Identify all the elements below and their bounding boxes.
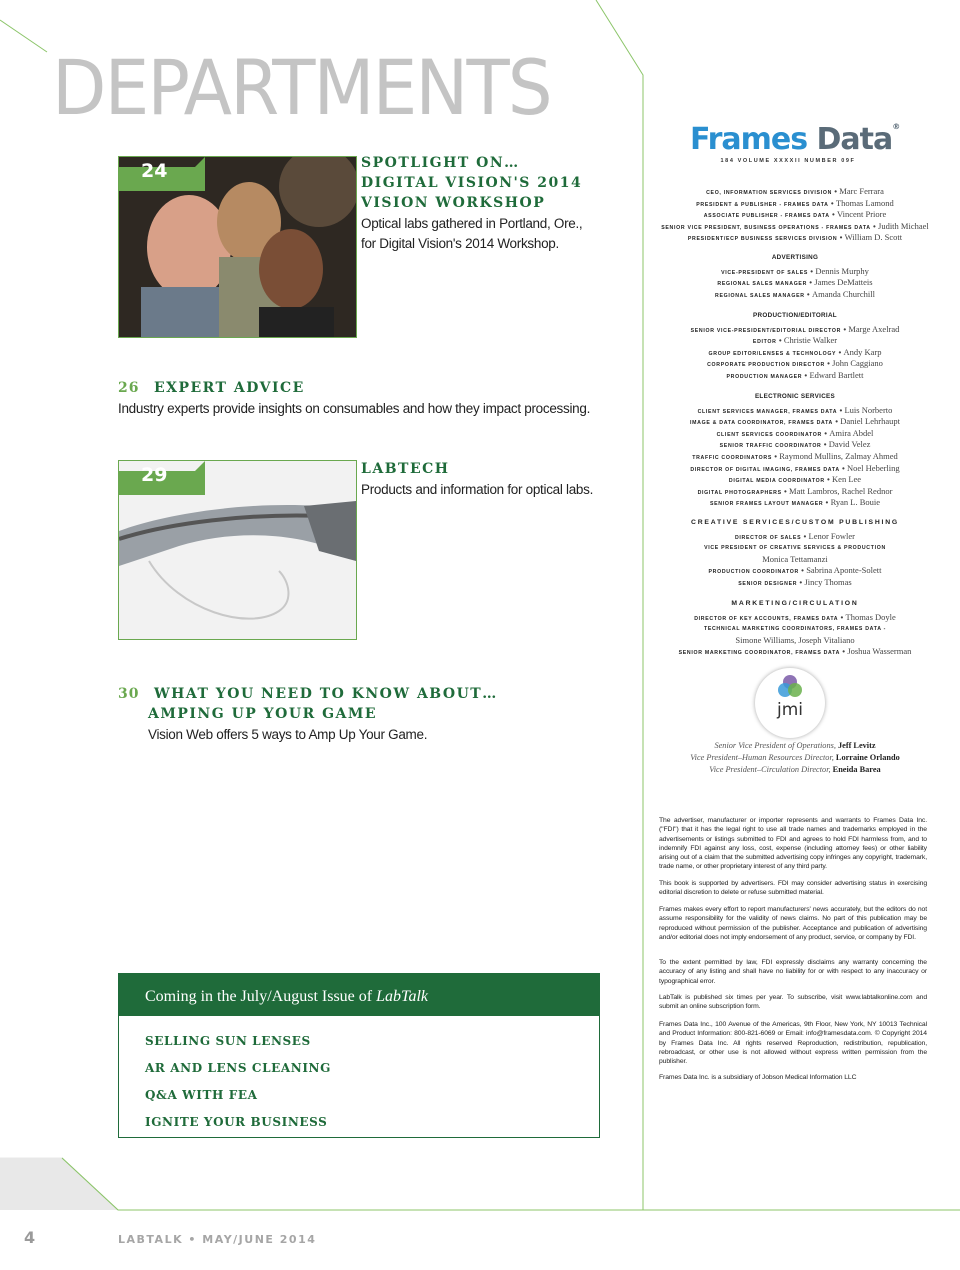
staff-name: Marc Ferrara [839, 186, 884, 196]
staff-role: VICE PRESIDENT OF CREATIVE SERVICES & PRODUCTION [704, 545, 886, 552]
spotlight-heading[interactable]: SPOTLIGHT ON… DIGITAL VISION'S 2014 VISION WORKSHOP [361, 155, 583, 211]
staff-name: Ryan L. Bouie [830, 497, 881, 508]
masthead-staff-line: PRESIDENT/ECP BUSINESS SERVICES DIVISION • William D. Scott [687, 232, 903, 243]
page-number: 4 [24, 1228, 36, 1247]
staff-name: David Velez [828, 439, 871, 450]
masthead-staff-line: SENIOR MARKETING COORDINATOR, FRAMES DATA • Joshua Wasserman [678, 646, 912, 657]
staff-name: Thomas Doyle [845, 611, 896, 622]
masthead-staff-line: SENIOR FRAMES LAYOUT MANAGER • Ryan L. Bouie [709, 497, 881, 508]
labtech-heading[interactable]: LABTECH [361, 461, 450, 477]
staff-name: Christie Walker [783, 335, 838, 346]
frames-data-logo: Frames Data® [690, 122, 900, 157]
staff-name: Vincent Priore [836, 209, 887, 220]
masthead-staff-line: SENIOR VICE-PRESIDENT/EDITORIAL DIRECTOR • Marge Axelrad [690, 323, 900, 334]
expert-advice-description: Industry experts provide insights on consumables and how they impact processing. [118, 401, 591, 416]
workshop-photo [118, 156, 357, 338]
labtech-description: Products and information for optical labs. [361, 482, 594, 497]
masthead-staff-line: DIRECTOR OF KEY ACCOUNTS, FRAMES DATA • Thomas Doyle [694, 611, 896, 622]
jmi-logo: jmi [755, 668, 825, 738]
masthead-staff-line [645, 623, 945, 632]
masthead-staff-line: PRODUCTION MANAGER • Edward Bartlett [726, 370, 864, 380]
coming-title: Coming in the July/August Issue of LabTalk [119, 974, 599, 1016]
staff-name: Jincy Thomas [804, 577, 852, 587]
masthead-staff-line: PRODUCTION COORDINATOR • Sabrina Aponte-Solett [708, 565, 882, 576]
staff-role: PRODUCTION MANAGER [726, 374, 803, 380]
staff-name: James DeMatteis [814, 277, 873, 288]
masthead-staff-line: CLIENT SERVICES COORDINATOR • Amira Abdel [716, 427, 874, 438]
staff-role: PRODUCTION COORDINATOR [708, 569, 799, 576]
staff-role: IMAGE & DATA COORDINATOR, FRAMES DATA [690, 420, 834, 427]
coming-item: IGNITE YOUR BUSINESS [145, 1115, 328, 1129]
staff-role: REGIONAL SALES MANAGER [715, 292, 805, 299]
page-badge-29: 29 [119, 461, 205, 495]
staff-role: CEO, INFORMATION SERVICES DIVISION [706, 190, 833, 196]
staff-name: Sabrina Aponte-Solett [806, 565, 882, 576]
staff-role: CLIENT SERVICES COORDINATOR [716, 431, 822, 438]
coming-item: AR AND LENS CLEANING [145, 1061, 331, 1075]
staff-role: DIGITAL PHOTOGRAPHERS [697, 489, 782, 496]
staff-role: SENIOR DESIGNER [738, 581, 798, 587]
masthead-staff-line: DIRECTOR OF SALES • Lenor Fowler [734, 530, 856, 541]
masthead-staff-line: REGIONAL SALES MANAGER • James DeMatteis [717, 277, 873, 288]
volume-line: 184 VOLUME XXXXII NUMBER 09F [720, 158, 856, 164]
masthead-staff-line: PRESIDENT & PUBLISHER - FRAMES DATA • Thomas Lamond [696, 197, 894, 208]
staff-name: Luis Norberto [844, 404, 893, 415]
masthead-staff-line: DIGITAL MEDIA COORDINATOR • Ken Lee [728, 474, 862, 485]
staff-name: Joshua Wasserman [847, 646, 912, 657]
masthead-staff-line: REGIONAL SALES MANAGER • Amanda Churchill [715, 288, 875, 299]
staff-role: SENIOR TRAFFIC COORDINATOR [719, 443, 822, 450]
masthead-staff-line: TRAFFIC COORDINATORS • Raymond Mullins, Zalmay Ahmed [692, 451, 898, 461]
masthead-section-heading: ADVERTISING [771, 254, 819, 261]
staff-role: GROUP EDITOR/LENSES & TECHNOLOGY [708, 350, 837, 357]
staff-role: REGIONAL SALES MANAGER [717, 281, 808, 288]
staff-role: SENIOR VICE PRESIDENT, BUSINESS OPERATIONS - FRAMES DATA [661, 224, 871, 231]
coming-item: Q&A WITH FEA [145, 1088, 258, 1102]
staff-role: SENIOR MARKETING COORDINATOR, FRAMES DATA [678, 650, 841, 657]
masthead-staff-line: VICE-PRESIDENT OF SALES • Dennis Murphy [721, 265, 869, 276]
staff-role: TECHNICAL MARKETING COORDINATORS, FRAMES DATA - [703, 626, 887, 633]
staff-role: PRESIDENT/ECP BUSINESS SERVICES DIVISION [687, 236, 838, 243]
masthead-section-heading: ELECTRONIC SERVICES [754, 393, 836, 400]
legal-paragraph: To the extent permitted by law, FDI expressly disclaims any warranty concerning the accuracy of any listing and shall have no liability for or with respect to any inaccuracy or typographical error. [659, 959, 927, 985]
amping-up-heading[interactable]: 30 WHAT YOU NEED TO KNOW ABOUT… AMPING UP YOUR GAME [118, 686, 498, 722]
staff-name: Daniel Lehrhaupt [840, 416, 900, 427]
masthead-staff-line: GROUP EDITOR/LENSES & TECHNOLOGY • Andy Karp [708, 346, 882, 357]
legal-paragraph: Frames makes every effort to report manufacturers' news accurately, but the editors do not assume responsibility for the validity of news claims. No part of this publication may be reproduced without permission of the publisher. Acceptance and publication of advertising and/or editorial does not imply endorsement of any product, service, or company by FDI. [659, 906, 927, 941]
masthead-staff-line [645, 635, 945, 645]
masthead-section-heading: MARKETING/CIRCULATION [731, 600, 859, 607]
staff-name: Marge Axelrad [848, 323, 900, 334]
masthead-staff-line: SENIOR TRAFFIC COORDINATOR • David Velez [719, 439, 871, 450]
staff-name: John Caggiano [832, 358, 883, 369]
staff-role: CORPORATE PRODUCTION DIRECTOR [707, 362, 825, 369]
masthead-staff-line: CLIENT SERVICES MANAGER, FRAMES DATA • Luis Norberto [697, 404, 893, 415]
masthead-staff-line: SENIOR DESIGNER • Jincy Thomas [738, 577, 852, 587]
legal-paragraph: This book is supported by advertisers. FDI may consider advertising status in exercising editorial discretion to delete or refuse submitted material. [659, 880, 927, 897]
staff-name: Thomas Lamond [835, 197, 894, 208]
masthead-staff-line: CORPORATE PRODUCTION DIRECTOR • John Caggiano [707, 358, 883, 369]
staff-name: Amira Abdel [829, 427, 874, 438]
staff-role: EDITOR [752, 339, 777, 346]
staff-role: TRAFFIC COORDINATORS [692, 455, 773, 461]
staff-name: Andy Karp [843, 346, 882, 357]
staff-role: SENIOR FRAMES LAYOUT MANAGER [709, 501, 824, 508]
masthead-staff-line: IMAGE & DATA COORDINATOR, FRAMES DATA • Daniel Lehrhaupt [690, 416, 900, 427]
masthead-section-heading: CREATIVE SERVICES/CUSTOM PUBLISHING [690, 519, 900, 526]
coming-next-issue-box [118, 973, 600, 1138]
masthead-staff-line: CEO, INFORMATION SERVICES DIVISION • Marc Ferrara [706, 186, 884, 196]
footer-issue-label: LABTALK • MAY/JUNE 2014 [118, 1233, 317, 1246]
staff-role: PRESIDENT & PUBLISHER - FRAMES DATA [696, 201, 829, 208]
jmi-exec-line: Vice President–Human Resources Director, Lorraine Orlando [690, 753, 900, 762]
masthead-staff-line: DIRECTOR OF DIGITAL IMAGING, FRAMES DATA • Noel Heberling [690, 462, 900, 473]
staff-name: Amanda Churchill [811, 288, 875, 299]
legal-paragraph: The advertiser, manufacturer or importer represents and warrants to Frames Data Inc. ("FDI") that it has the legal right to use all trade names and trademarks employed in the advertisements or listings submitted to FDI and agrees to hold FDI harmless from, and to indemnify FDI against any loss, cost, expense (including attorney fees) or other liability arising out of a claim that the submitted advertising copy infringes any copyright, trademark, trade name, or other proprietary interest of any third party. [659, 817, 927, 871]
legal-paragraph: Frames Data Inc. is a subsidiary of Jobson Medical Information LLC [659, 1074, 857, 1081]
staff-name: William D. Scott [844, 232, 903, 243]
masthead-section-heading: PRODUCTION/EDITORIAL [753, 312, 837, 319]
masthead-staff-line: EDITOR • Christie Walker [752, 335, 838, 346]
staff-role: VICE-PRESIDENT OF SALES [721, 269, 809, 276]
staff-name: Raymond Mullins, Zalmay Ahmed [779, 451, 898, 461]
masthead-staff-line [645, 542, 945, 551]
staff-name: Lenor Fowler [808, 530, 856, 541]
labtech-photo [118, 460, 357, 640]
staff-role: CLIENT SERVICES MANAGER, FRAMES DATA [697, 408, 838, 415]
staff-name: Monica Tettamanzi [762, 553, 828, 564]
staff-role: SENIOR VICE-PRESIDENT/EDITORIAL DIRECTOR [690, 327, 842, 334]
masthead-staff-line: SENIOR VICE PRESIDENT, BUSINESS OPERATIONS - FRAMES DATA • Judith Michael [661, 220, 929, 231]
staff-name: Simone Williams, Joseph Vitaliano [735, 634, 855, 645]
staff-name: Dennis Murphy [815, 265, 869, 276]
staff-name: Matt Lambros, Rachel Rednor [789, 485, 893, 496]
page-badge-24: 24 [119, 157, 205, 191]
staff-role: ASSOCIATE PUBLISHER - FRAMES DATA [703, 213, 830, 220]
jmi-exec-line: Vice President–Circulation Director, Eneida Barea [709, 765, 881, 774]
spotlight-description: Optical labs gathered in Portland, Ore., for Digital Vision's 2014 Workshop. [361, 216, 583, 251]
staff-role: DIGITAL MEDIA COORDINATOR [728, 478, 825, 485]
legal-paragraph: LabTalk is published six times per year. To subscribe, visit www.labtalkonline.com and submit an online subscription form. [659, 994, 927, 1011]
amping-up-description: Vision Web offers 5 ways to Amp Up Your Game. [148, 727, 428, 742]
staff-role: DIRECTOR OF SALES [734, 534, 802, 541]
masthead-staff-line: ASSOCIATE PUBLISHER - FRAMES DATA • Vincent Priore [703, 209, 887, 220]
coming-item: SELLING SUN LENSES [145, 1034, 311, 1048]
staff-role: DIRECTOR OF KEY ACCOUNTS, FRAMES DATA [694, 615, 839, 622]
masthead-staff-line: DIGITAL PHOTOGRAPHERS • Matt Lambros, Rachel Rednor [697, 485, 893, 496]
staff-name: Ken Lee [832, 474, 862, 485]
legal-paragraph: Frames Data Inc., 100 Avenue of the Americas, 9th Floor, New York, NY 10013 Technical and Product Information: 800-821-6069 or Email: info@framesdata.com. © Copyright 2014 by Frames Data Inc. All rights reserved Reproduction, redistribution, republication, rebroadcast, or other use is not allowed without express written permission from the publisher. [659, 1021, 927, 1066]
staff-name: Judith Michael [878, 220, 929, 231]
staff-name: Noel Heberling [847, 462, 900, 473]
staff-name: Edward Bartlett [809, 370, 864, 380]
jmi-exec-line: Senior Vice President of Operations, Jeff Levitz [714, 741, 876, 750]
masthead-staff-line [645, 554, 945, 564]
page-title: DEPARTMENTS [52, 43, 551, 132]
expert-advice-heading[interactable]: 26 EXPERT ADVICE [118, 380, 305, 396]
staff-role: DIRECTOR OF DIGITAL IMAGING, FRAMES DATA [690, 466, 840, 473]
